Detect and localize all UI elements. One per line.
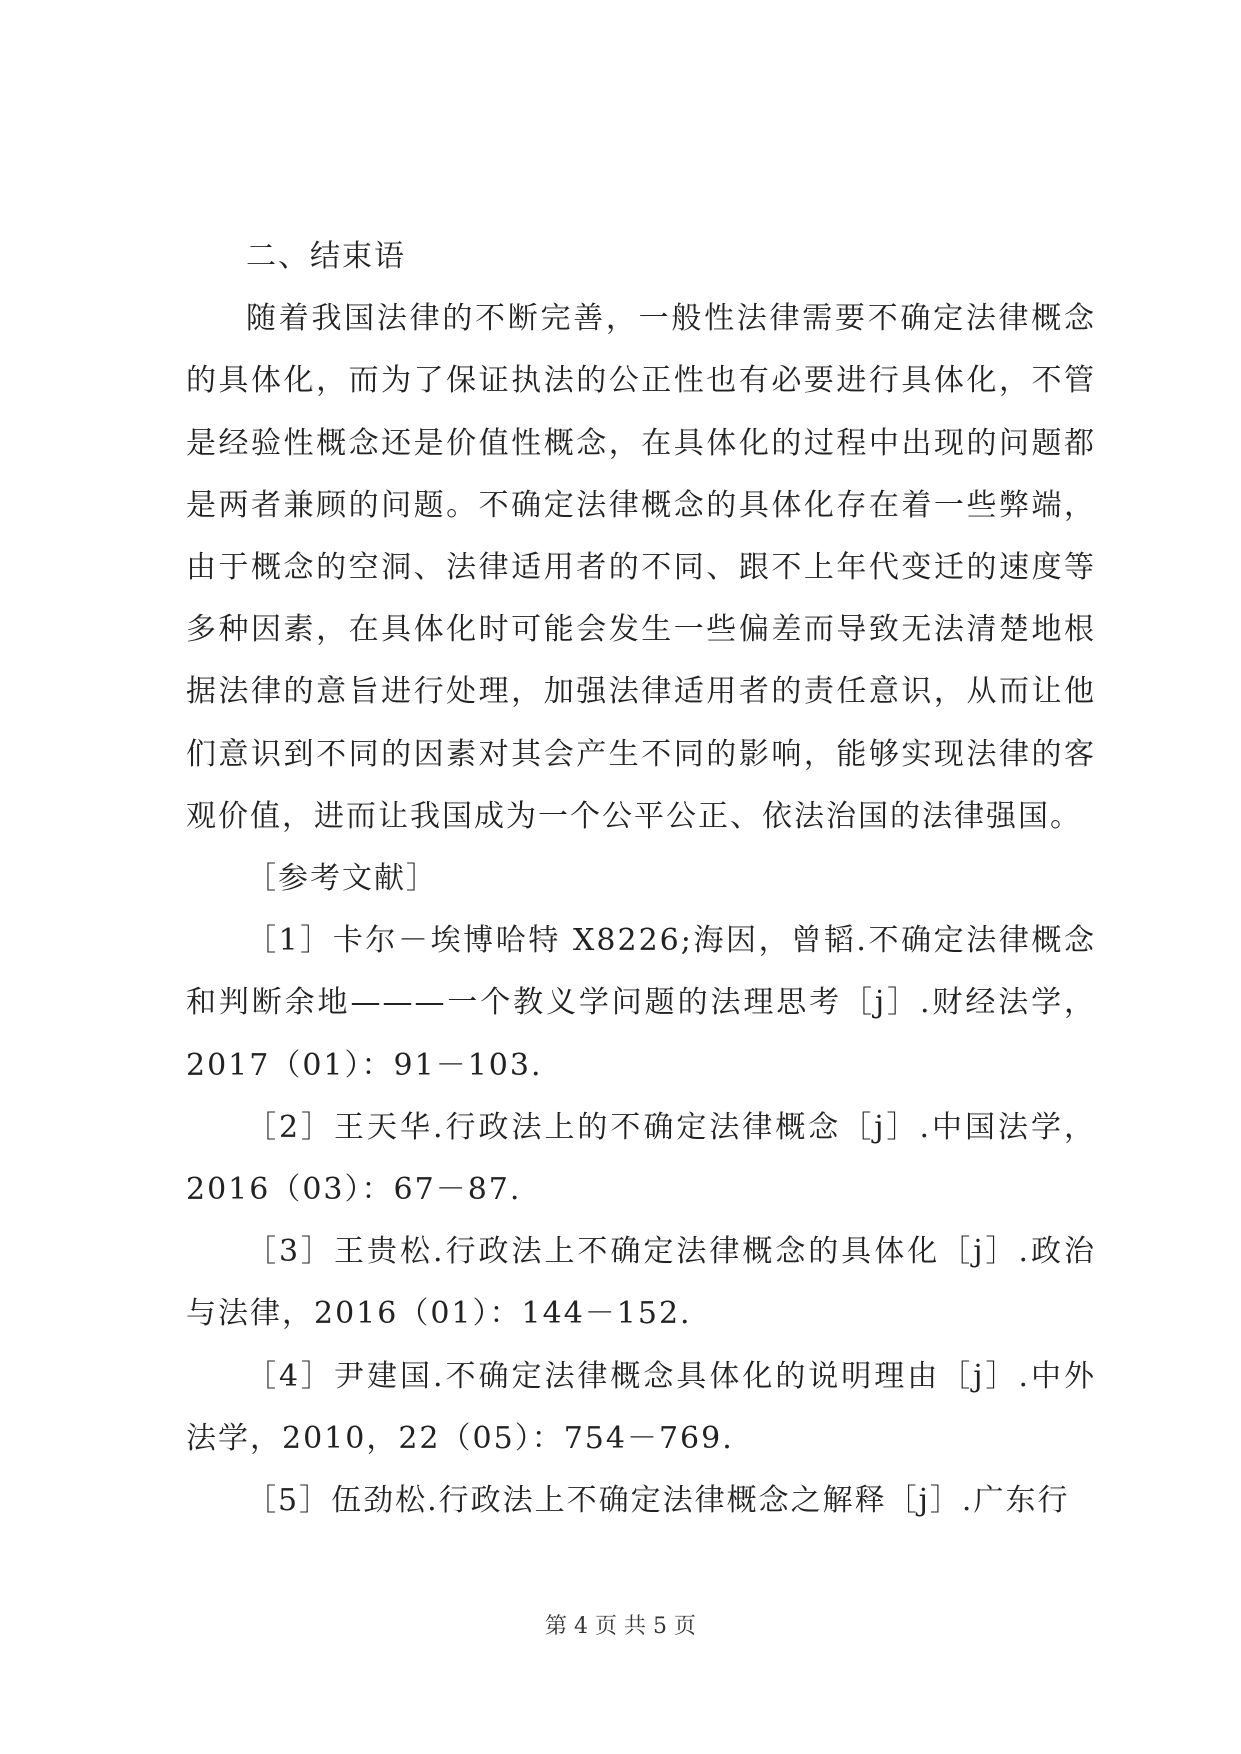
references-heading: ［参考文献］ <box>246 861 438 897</box>
reference-item-2: ［2］王天华.行政法上的不确定法律概念［j］.中国法学，2016（03）：67－87. <box>186 1109 1096 1208</box>
page-footer: 第 4 页 共 5 页 <box>545 1614 696 1639</box>
conclusion-paragraph: 随着我国法律的不断完善，一般性法律需要不确定法律概念的具体化，而为了保证执法的公正性也有必要进行具体化，不管是经验性概念还是价值性概念，在具体化的过程中出现的问题都是两者兼顾的问题。不确定法律概念的具体化存在着一些弊端，由于概念的空洞、法律适用者的不同、跟不上年代变迁的速度等多种因素，在具体化时可能会发生一些偏差而导致无法清楚地根据法律的意旨进行处理，加强法律适用者的责任意识，从而让他们意识到不同的因素对其会产生不同的影响，能够实现法律的客观价值，进而让我国成为一个公平公正、依法治国的法律强国。 <box>186 301 1096 834</box>
section-heading: 二、结束语 <box>246 239 406 274</box>
reference-item-4: ［4］尹建国.不确定法律概念具体化的说明理由［j］.中外法学，2010，22（05）：754－769. <box>186 1358 1096 1456</box>
reference-item-5: ［5］伍劲松.行政法上不确定法律概念之解释［j］.广东行 <box>246 1483 1070 1519</box>
reference-item-1: ［1］卡尔－埃博哈特 X8226;海因，曾韬.不确定法律概念和判断余地———一个教义学问题的法理思考［j］.财经法学，2017（01）：91－103. <box>186 923 1096 1083</box>
reference-item-3: ［3］王贵松.行政法上不确定法律概念的具体化［j］.政治与法律，2016（01）：144－152. <box>186 1234 1096 1332</box>
page-content <box>186 226 1096 1532</box>
